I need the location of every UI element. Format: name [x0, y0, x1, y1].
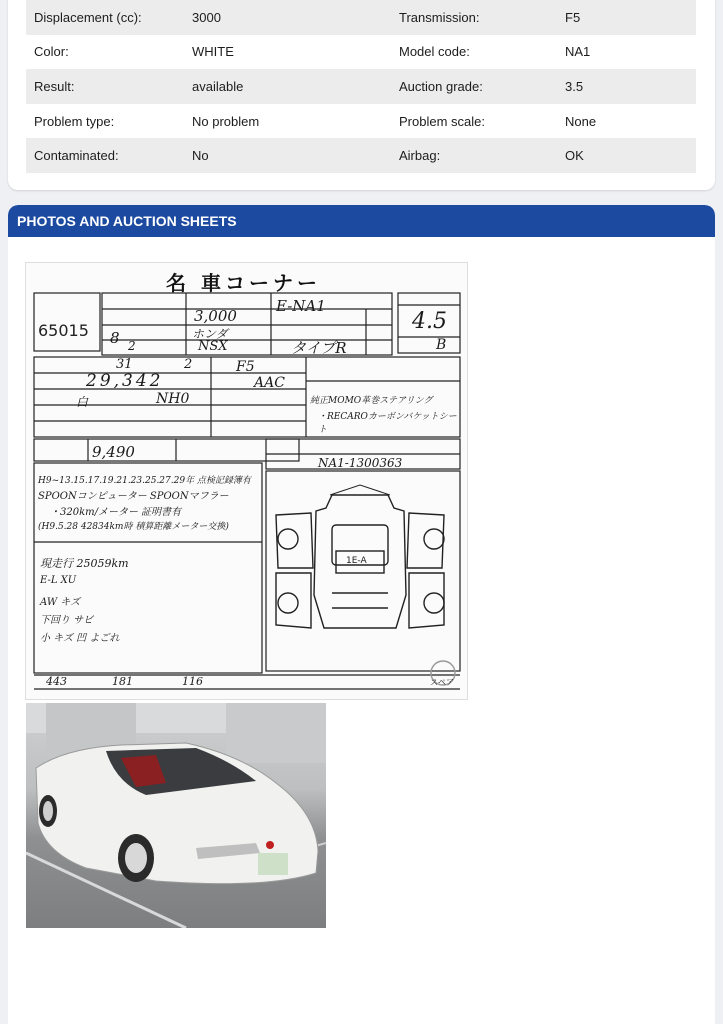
sheet-model-code: E-NA1	[276, 297, 326, 315]
spec-label: Auction grade:	[399, 78, 483, 94]
spec-value: WHITE	[192, 44, 234, 60]
spec-value: available	[192, 78, 244, 94]
spec-value: F5	[565, 9, 581, 25]
spec-row	[26, 35, 696, 70]
sheet-model: NSX	[198, 339, 228, 354]
spec-value: OK	[565, 148, 584, 164]
spec-value: None	[565, 113, 597, 129]
sheet-note-5: 純正MOMO革巻ステアリング	[310, 396, 433, 406]
sheet-recycle-fee: 9,490	[92, 443, 135, 461]
spec-label: Transmission:	[399, 9, 480, 25]
spec-row	[26, 104, 696, 139]
auction-sheet-image[interactable]	[25, 262, 468, 700]
sheet-make: ホンダ	[192, 327, 228, 341]
sheet-reg-year: 8	[110, 329, 120, 347]
spec-label: Airbag:	[399, 148, 441, 164]
spec-row	[26, 138, 696, 173]
sheet-note-4: (H9.5.28 42834km時 積算距離メーター交換)	[38, 522, 229, 532]
sheet-chassis-no: NA1-1300363	[318, 456, 403, 470]
sheet-dim-width: 181	[112, 675, 133, 688]
photos-section-title: PHOTOS AND AUCTION SHEETS	[8, 205, 715, 237]
sheet-spare-label: スペア	[430, 678, 454, 687]
specs-table	[26, 0, 696, 173]
spec-value: NA1	[565, 44, 591, 60]
vehicle-specs-card	[8, 0, 715, 190]
sheet-color-name: 白	[76, 395, 89, 409]
sheet-dim-length: 443	[46, 675, 67, 688]
spec-label: Problem type:	[34, 113, 115, 129]
spec-value: 3.5	[565, 78, 584, 94]
sheet-shaken-year: 31	[116, 357, 133, 372]
svg-text:1E-A: 1E-A	[346, 556, 367, 566]
spec-label: Displacement (cc):	[34, 9, 142, 25]
sheet-reg-month: 2	[128, 339, 136, 353]
spec-value: 3000	[192, 9, 221, 25]
photos-section	[8, 205, 715, 1024]
sheet-note-2: SPOONコンピューター SPOONマフラー	[38, 491, 229, 502]
sheet-inspector-note-1: 現走行 25059km	[40, 557, 129, 570]
sheet-grade-name: タイプR	[291, 339, 347, 357]
sheet-note-1: H9~13.15.17.19.21.23.25.27.29年 点検記録簿有	[38, 476, 251, 486]
sheet-color-code: NH0	[156, 391, 190, 407]
sheet-interior-grade: B	[436, 337, 447, 353]
sheet-aircon: AAC	[254, 375, 285, 391]
spec-label: Problem scale:	[399, 113, 485, 129]
sheet-inspector-note-5: 小 キズ 凹 よごれ	[40, 633, 120, 644]
car-illustration	[26, 703, 326, 928]
spec-label: Result:	[34, 78, 75, 94]
sheet-inspector-note-4: 下回り サビ	[40, 615, 94, 626]
sheet-dim-height: 116	[182, 675, 203, 688]
spec-value: No problem	[192, 113, 260, 129]
spec-value: No	[192, 148, 209, 164]
sheet-note-3: ・320km/メーター 証明書有	[50, 507, 182, 518]
sheet-displacement: 3,000	[194, 307, 237, 325]
sheet-lot-number: 65015	[38, 321, 89, 340]
spec-row	[26, 69, 696, 104]
sheet-note-6: ・RECAROカーボンバケットシート	[318, 412, 457, 435]
spec-row	[26, 0, 696, 35]
spec-label: Model code:	[399, 44, 470, 60]
sheet-shaken-month: 2	[184, 357, 193, 372]
sheet-shift: F5	[236, 359, 255, 375]
sheet-inspector-note-2: E-L XU	[40, 575, 77, 586]
sheet-title: 名 車コーナー	[166, 271, 321, 295]
spec-label: Contaminated:	[34, 148, 119, 164]
sheet-inspector-note-3: AW キズ	[40, 597, 81, 608]
spec-label: Color:	[34, 44, 69, 60]
sheet-grade-score: 4.5	[412, 309, 447, 334]
sheet-mileage: 29,342	[86, 371, 164, 391]
car-photo[interactable]	[26, 703, 326, 928]
